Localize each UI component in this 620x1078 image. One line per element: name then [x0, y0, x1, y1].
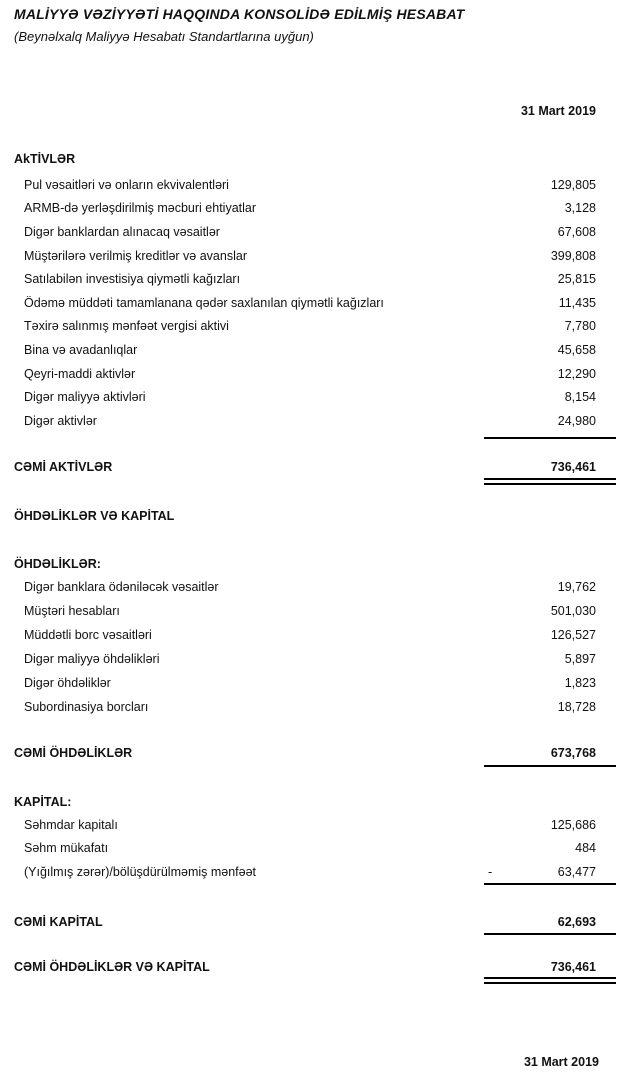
row-label: ARMB-də yerləşdirilmiş məcburi ehtiyatlar: [24, 201, 257, 216]
footer-date: 31 Mart 2019: [523, 1055, 599, 1069]
row-label: Subordinasiya borcları: [24, 700, 149, 714]
row-amount: 5,897: [564, 652, 596, 666]
row-label: Səhmdar kapitalı: [24, 817, 118, 832]
row-label: Digər maliyyə öhdəlikləri: [24, 652, 160, 666]
assets-subtotal-rule: [484, 437, 616, 439]
row-label: Satılabilən investisiya qiymətli kağızları: [24, 272, 241, 287]
row-label: Təxirə salınmış mənfəət vergisi aktivi: [24, 319, 229, 334]
table-row: [0, 695, 620, 719]
row-label: Bina və avadanlıqlar: [24, 342, 138, 357]
column-header-date: 31 Mart 2019: [520, 104, 596, 118]
row-amount: 399,808: [550, 248, 596, 263]
table-row: [0, 338, 620, 362]
row-amount: 63,477: [557, 864, 596, 879]
total-liabilities-row: [0, 745, 620, 761]
table-row: [0, 197, 620, 221]
row-amount: 125,686: [550, 817, 596, 832]
table-row: [0, 671, 620, 695]
total-capital-rule: [484, 933, 616, 935]
row-label: Digər banklara ödəniləcək vəsaitlər: [24, 580, 219, 594]
row-label: Digər banklardan alınacaq vəsaitlər: [24, 224, 220, 239]
row-label: Səhm mükafatı: [24, 841, 109, 856]
table-row: [0, 315, 620, 339]
table-row: [0, 575, 620, 599]
row-amount: 7,780: [564, 319, 596, 334]
row-amount: 19,762: [557, 580, 596, 594]
row-label: Müştəri hesabları: [24, 604, 120, 618]
total-amount: 62,693: [557, 915, 596, 929]
row-amount: 18,728: [557, 700, 596, 714]
equity-rows: [0, 813, 620, 884]
total-label: CƏMİ ÖHDƏLİKLƏR: [14, 746, 133, 760]
total-amount: 736,461: [550, 460, 596, 474]
row-amount: 8,154: [564, 390, 596, 405]
table-row: [0, 362, 620, 386]
table-row: [0, 173, 620, 197]
table-row: [0, 623, 620, 647]
table-row: [0, 244, 620, 268]
row-label: Ödəmə müddəti tamamlanana qədər saxlanılan qiymətli kağızları: [24, 295, 384, 310]
row-amount: 11,435: [558, 295, 596, 310]
total-label: CƏMİ KAPİTAL: [14, 915, 103, 929]
row-label: Digər öhdəliklər: [24, 676, 111, 690]
row-label: Müddətli borc vəsaitləri: [24, 628, 152, 642]
negative-sign: -: [488, 864, 493, 879]
section-header-liabilities: ÖHDƏLİKLƏR:: [14, 557, 101, 571]
assets-rows: [0, 173, 620, 433]
row-amount: 501,030: [550, 604, 596, 618]
grand-total-double-rule: [484, 977, 616, 984]
document-subtitle: (Beynəlxalq Maliyyə Hesabatı Standartlarına uyğun): [14, 29, 314, 44]
row-amount: 25,815: [557, 272, 596, 287]
table-row: [0, 813, 620, 837]
table-row: [0, 837, 620, 861]
table-row: [0, 860, 620, 884]
row-amount: 3,128: [564, 201, 596, 216]
total-amount: 673,768: [550, 746, 596, 760]
row-label: Digər maliyyə aktivləri: [24, 390, 146, 405]
total-capital-row: [0, 914, 620, 930]
row-amount: 126,527: [550, 628, 596, 642]
section-header-capital: KAPİTAL:: [14, 795, 72, 809]
total-liabilities-rule: [484, 765, 616, 767]
row-label: Müştərilərə verilmiş kreditlər və avanslar: [24, 248, 247, 263]
document-title: MALİYYƏ VƏZİYYƏTİ HAQQINDA KONSOLİDƏ EDİLMİŞ HESABAT: [14, 6, 465, 22]
table-row: [0, 291, 620, 315]
liabilities-rows: [0, 575, 620, 719]
row-amount: 67,608: [557, 224, 596, 239]
row-amount: 484: [575, 841, 596, 856]
row-label: Pul vəsaitləri və onların ekvivalentləri: [24, 177, 229, 192]
total-assets-row: [0, 459, 620, 475]
table-row: [0, 647, 620, 671]
section-header-liabilities-equity: ÖHDƏLİKLƏR VƏ KAPİTAL: [14, 509, 175, 523]
row-amount: 1,823: [564, 676, 596, 690]
row-label: Digər aktivlər: [24, 413, 97, 428]
row-amount: 12,290: [557, 366, 596, 381]
section-header-assets: AkTİVLƏR: [14, 152, 76, 166]
grand-total-row: [0, 959, 620, 975]
row-amount: 24,980: [557, 413, 596, 428]
row-label: Qeyri-maddi aktivlər: [24, 366, 136, 381]
total-amount: 736,461: [550, 960, 596, 974]
total-label: CƏMİ ÖHDƏLİKLƏR VƏ KAPİTAL: [14, 960, 210, 974]
table-row: [0, 267, 620, 291]
equity-subtotal-rule: [484, 883, 616, 885]
table-row: [0, 409, 620, 433]
row-label: (Yığılmış zərər)/bölüşdürülməmiş mənfəət: [24, 864, 257, 879]
total-assets-double-rule: [484, 478, 616, 485]
table-row: [0, 599, 620, 623]
row-amount: 45,658: [557, 342, 596, 357]
table-row: [0, 220, 620, 244]
total-label: CƏMİ AKTİVLƏR: [14, 460, 113, 474]
table-row: [0, 385, 620, 409]
row-amount: 129,805: [550, 177, 596, 192]
